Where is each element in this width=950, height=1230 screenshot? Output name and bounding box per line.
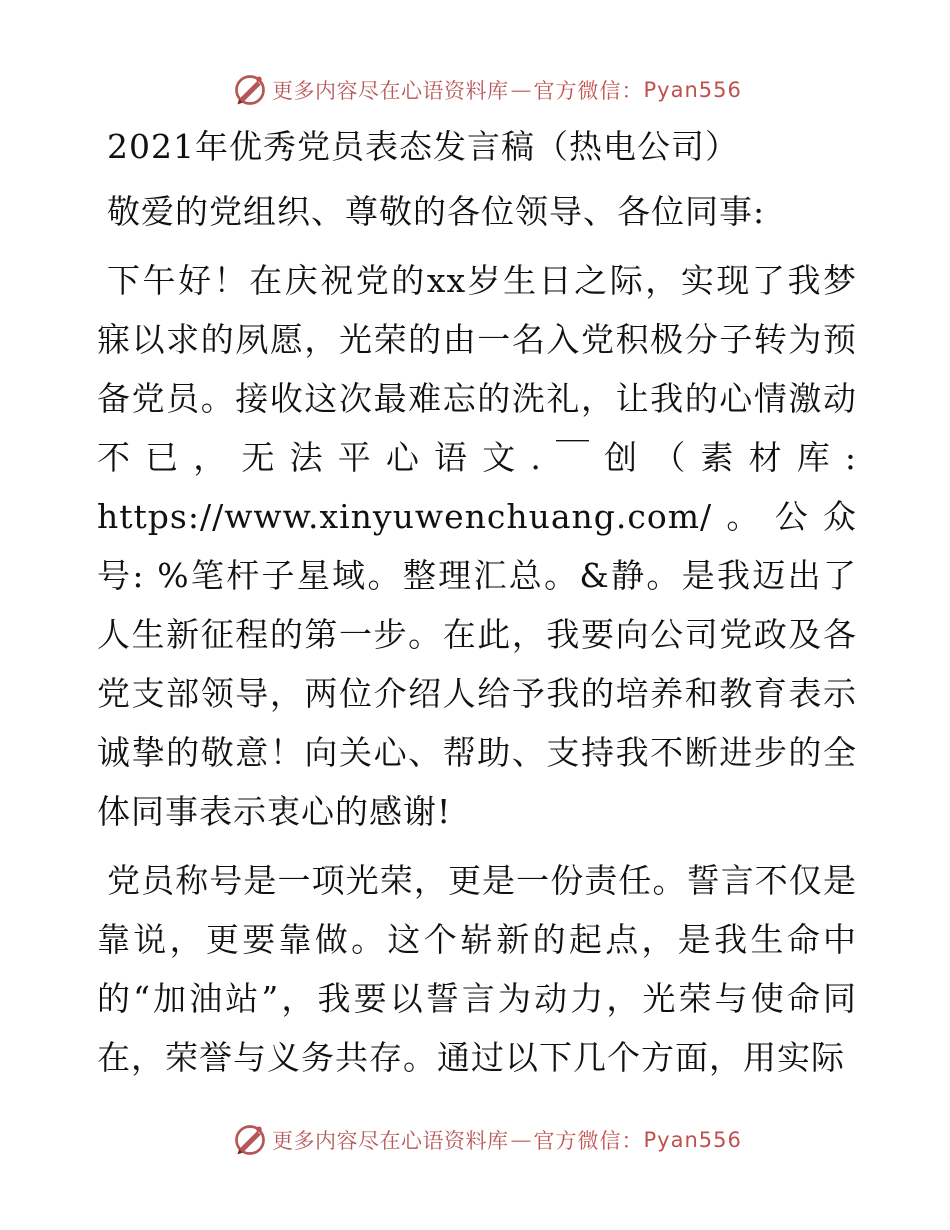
document-title: 2021年优秀党员表态发言稿（热电公司） <box>107 127 739 166</box>
paragraph-2: 党员称号是一项光荣，更是一份责任。誓言不仅是靠说，更要靠做。这个崭新的起点，是我生命中的“加油站”，我要以誓言为动力，光荣与使命同在，荣誉与义务共存。通过以下几个方面，用实际 <box>97 861 857 1077</box>
watermark-wechat-id: Pyan556 <box>643 1128 742 1152</box>
watermark-wechat-label: 官方微信： <box>533 1129 644 1153</box>
pen-circle-logo-icon <box>232 72 268 108</box>
pen-circle-logo-icon <box>232 1122 268 1158</box>
watermark-site-name: 更多内容尽在心语资料库 <box>272 1129 509 1153</box>
paragraph-1: 下午好！在庆祝党的xx岁生日之际，实现了我梦寐以求的夙愿，光荣的由一名入党积极分子转为预备党员。接收这次最难忘的洗礼，让我的心情激动不已，无法平心语文.￣创（素材库: https://www.xinyuwenchuang.com/。公众号: %笔杆子星域。整理汇总。&静。是我迈出了人生新征程的第一步。在此，我要向公司党政及各党支部领导，两位介绍人给予我的培养和教育表示诚挚的敬意！向关心、帮助、支持我不断进步的全体同事表示衷心的感谢! <box>97 261 857 831</box>
salutation: 敬爱的党组织、尊敬的各位领导、各位同事: <box>107 192 766 231</box>
watermark-separator: — <box>510 1128 532 1152</box>
watermark-header <box>232 70 742 110</box>
watermark-site-name: 更多内容尽在心语资料库 <box>272 79 509 103</box>
watermark-separator: — <box>510 78 532 102</box>
watermark-footer <box>232 1120 742 1160</box>
watermark-wechat-label: 官方微信： <box>533 79 644 103</box>
watermark-wechat-id: Pyan556 <box>643 78 742 102</box>
document-body <box>97 122 857 1087</box>
